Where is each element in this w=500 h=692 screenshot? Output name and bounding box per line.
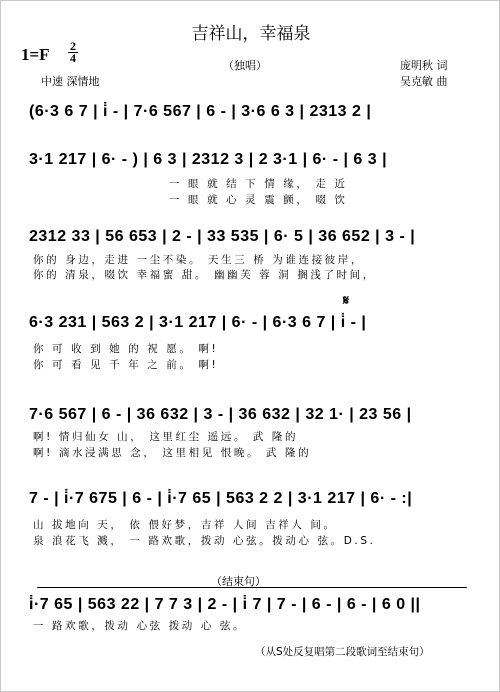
notation-line-1: (6·3 6 7 | i̇ - | 7·6 567 | 6 - | 3·6 6 3 | 2313 2 | [29,103,372,120]
lyric-line-7: 一 路欢歌，拨动 心弦 拨动 心 弦。 [33,620,247,632]
lyric-line-4a: 你 可 收 到 她 的 祝 愿。 啊! [33,343,219,355]
lyricist-credit: 庞明秋 词 [400,59,448,72]
time-signature-top: 2 [70,39,76,53]
key-signature: 1=F [21,45,50,64]
notation-line-2: 3·1 217 | 6· - ) | 6 3 | 2312 3 | 2 3·1 | 6· - | 6 3 | [29,151,388,168]
notation-line-5: 7·6 567 | 6 - | 36 632 | 3 - | 36 632 | 32 1· | 23 56 | [29,406,412,423]
time-signature [67,41,79,64]
song-title: 吉祥山，幸福泉 [191,24,311,44]
performance-type: （独唱） [223,59,267,72]
composer-credit: 吴克敏 曲 [400,75,448,88]
lyric-line-2b: 一 眼 就 心 灵 震 颤， 啜 饮 [169,194,348,206]
lyric-line-5a: 啊! 情归仙女 山， 这里红尘 遥远。 武 隆的 [33,431,299,443]
lyric-line-6a: 山 拔地向 天， 依 偎好梦，吉祥 人间 吉祥人 间。 [33,519,337,531]
notation-line-6: 7 - | i̇·7 675 | 6 - | i̇·7 65 | 563 2 2 | 3·1 217 | 6· - :| [29,490,413,507]
notation-line-4: 6·3 231 | 563 2 | 3·1 217 | 6· - | 6·3 6 7 | i̇ - | [29,314,367,331]
tempo-marking: 中速 深情地 [41,75,100,88]
segno-mark: 𝄋 [343,293,350,309]
lyric-line-5b: 啊! 滴水浸满思 念， 这里相见 恨晚。 武 隆的 [33,447,312,459]
lyric-line-2a: 一 眼 就 结 下 情 缘， 走 近 [169,178,348,190]
lyric-line-3b: 你的 清泉，啜饮 幸福蜜 甜。 幽幽芙 蓉 洞 搁浅了时间， [33,269,376,281]
notation-line-3: 2312 33 | 56 653 | 2 - | 33 535 | 6· 5 | 36 652 | 3 - | [29,228,416,245]
notation-line-7: i̇·7 65 | 563 22 | 7 7 3 | 2 - | i̇ 7 | 7 - | 6 - | 6 - | 6 0 || [29,596,421,613]
coda-section-label: （结束句） [211,575,266,588]
lyric-line-6b: 泉 浪花飞 溅， 一 路欢歌，拨动 心弦。拨动心 弦。D.S. [33,535,376,547]
time-signature-bottom: 4 [70,51,76,65]
repeat-footnote: （从S处反复唱第二段歌词至结束句） [255,646,430,658]
lyric-line-4b: 你 可 看 见 千 年 之 前。 啊! [33,359,219,371]
lyric-line-3a: 你的 身边，走进 一尘不染。 天生三 桥 为谁连接彼岸， [33,254,364,266]
coda-bracket-line [37,587,467,588]
